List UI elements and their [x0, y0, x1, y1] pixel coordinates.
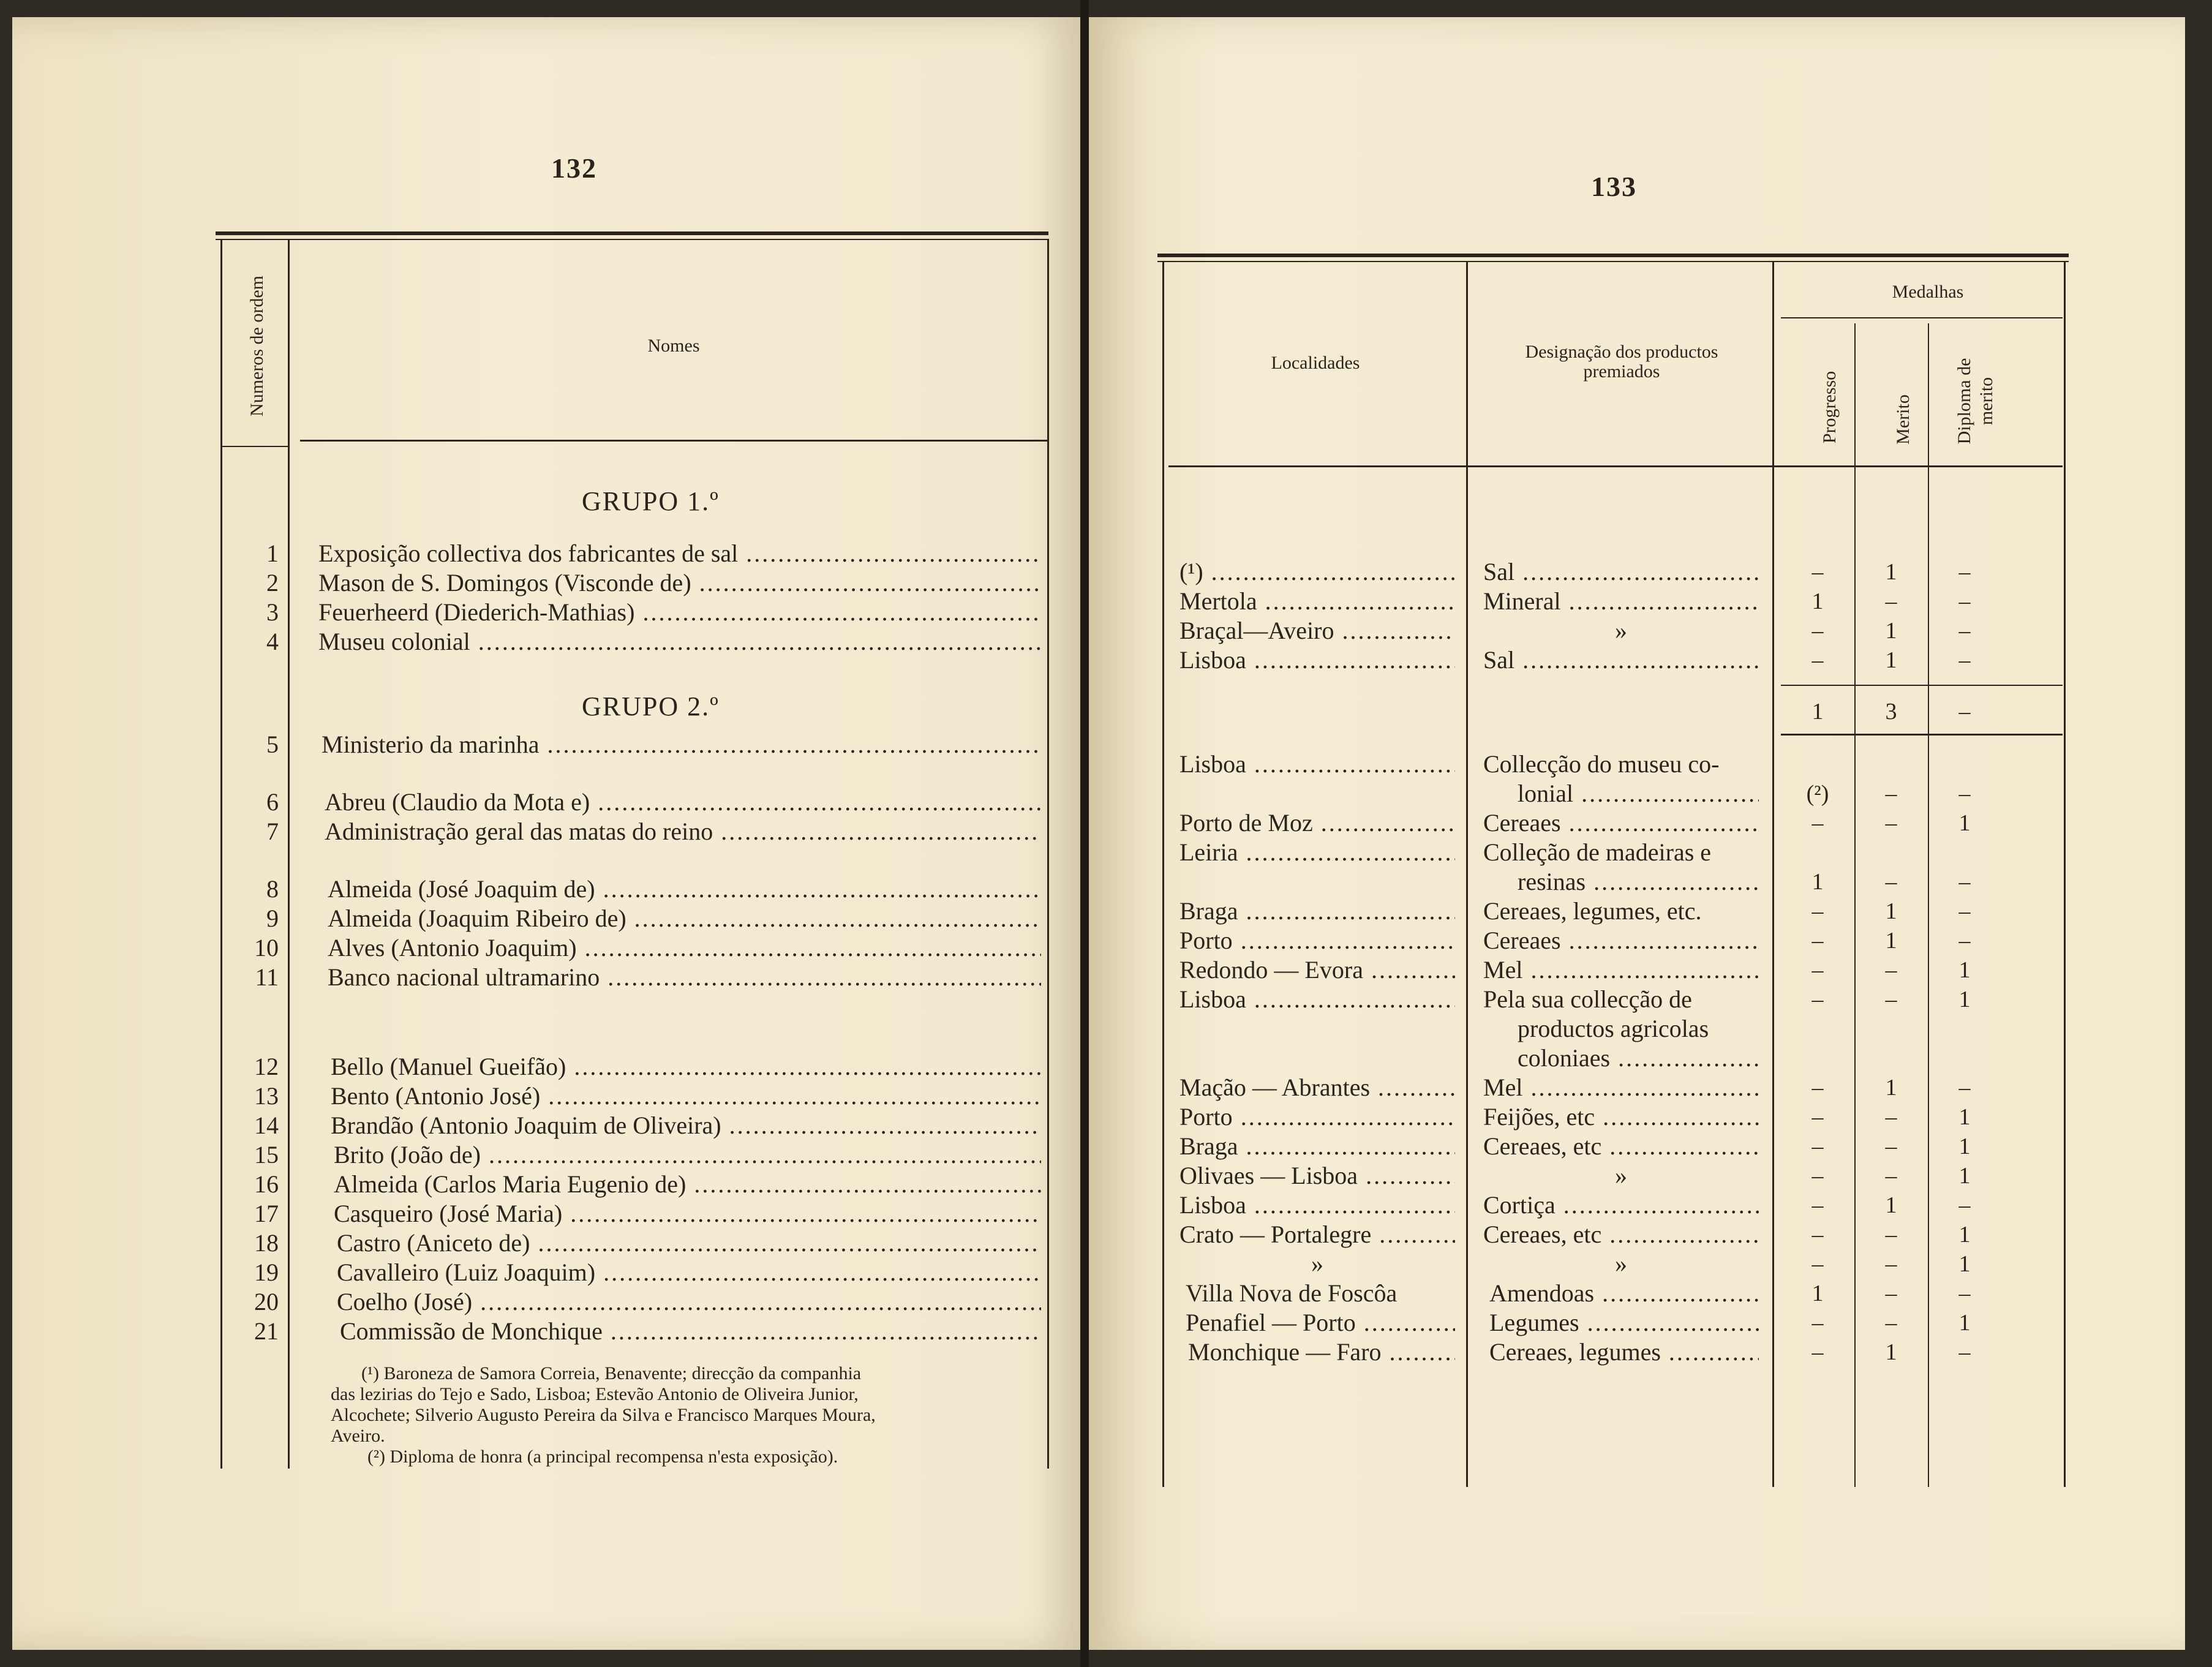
- mark-diploma: 1: [1958, 957, 1971, 983]
- group-2-title: GRUPO 2.º: [582, 691, 720, 721]
- product: »: [1615, 617, 1627, 644]
- mark-merito: 1: [1885, 1075, 1897, 1101]
- right-page: [1089, 17, 2185, 1650]
- header-designacao-line1: Designação dos productos: [1525, 342, 1718, 362]
- locality: Lisboa .....: [1179, 645, 1455, 675]
- entry-name: Cavalleiro (Luiz Joaquim) .....: [337, 1258, 1041, 1287]
- mark-progresso: –: [1811, 1192, 1824, 1218]
- entry-name: Almeida (Carlos Maria Eugenio de) .....: [334, 1170, 1041, 1199]
- header-localidades: Localidades: [1271, 353, 1360, 373]
- mark-progresso: –: [1811, 1163, 1824, 1189]
- footnote-line: das lezirias do Tejo e Sado, Lisboa; Estevão Antonio de Oliveira Junior,: [331, 1384, 859, 1404]
- subtotal-progresso: 1: [1811, 699, 1824, 724]
- mark-diploma: –: [1958, 589, 1971, 614]
- mark-merito: –: [1885, 987, 1897, 1012]
- mark-diploma: –: [1958, 647, 1971, 673]
- entry-number: 10: [254, 934, 279, 961]
- mark-diploma: –: [1958, 1075, 1971, 1101]
- localidades-divider: [1466, 262, 1468, 1487]
- mark-progresso: –: [1811, 928, 1824, 954]
- entry-number: 15: [254, 1141, 279, 1168]
- mark-diploma: –: [1958, 1339, 1971, 1365]
- product: Amendoas .....: [1489, 1279, 1759, 1308]
- mark-diploma: –: [1958, 1192, 1971, 1218]
- mark-merito: 1: [1885, 559, 1897, 585]
- mark-progresso: –: [1811, 1251, 1824, 1277]
- product: lonial .....: [1518, 779, 1759, 808]
- product: Colleção de madeiras e: [1483, 838, 1712, 866]
- mark-progresso: –: [1811, 618, 1824, 644]
- entry-name: Mason de S. Domingos (Visconde de) .....: [318, 568, 1041, 598]
- locality: Lisboa .....: [1179, 1191, 1455, 1220]
- entry-name: Brandão (Antonio Joaquim de Oliveira) .....: [331, 1111, 1041, 1140]
- table-right-border: [2064, 262, 2066, 1487]
- mark-merito: –: [1885, 1310, 1897, 1336]
- mark-merito: –: [1885, 589, 1897, 614]
- mark-progresso: –: [1811, 987, 1824, 1012]
- mark-merito: 1: [1885, 647, 1897, 673]
- entry-number: 7: [266, 818, 279, 845]
- mark-diploma: 1: [1958, 810, 1971, 836]
- mark-merito: –: [1885, 1104, 1897, 1130]
- mark-progresso: –: [1811, 957, 1824, 983]
- entry-number: 13: [254, 1082, 279, 1110]
- entry-name: Castro (Aniceto de) .....: [337, 1229, 1041, 1258]
- entry-number: 9: [266, 905, 279, 932]
- mark-merito: –: [1885, 1222, 1897, 1247]
- locality: Monchique — Faro .....: [1188, 1338, 1455, 1367]
- header-bottom-rule: [1168, 465, 2063, 467]
- entry-number: 1: [266, 540, 279, 567]
- merito-divider: [1928, 323, 1929, 1487]
- mark-progresso: –: [1811, 1310, 1824, 1336]
- table-top-rule: [1157, 254, 2069, 257]
- locality: Crato — Portalegre .....: [1179, 1220, 1455, 1249]
- entry-number: 16: [254, 1170, 279, 1198]
- footnote-line: (¹) Baroneza de Samora Correia, Benavente; direcção da companhia: [361, 1363, 862, 1383]
- mark-merito: 1: [1885, 1339, 1897, 1365]
- mark-diploma: 1: [1958, 1163, 1971, 1189]
- mark-merito: –: [1885, 810, 1897, 836]
- entry-number: 11: [255, 963, 279, 991]
- product: Collecção do museu co-: [1483, 750, 1720, 778]
- mark-merito: –: [1885, 1251, 1897, 1277]
- entry-name: Brito (João de) .....: [334, 1140, 1041, 1170]
- header-diploma-line2: merito: [1976, 377, 1996, 426]
- mark-progresso: –: [1811, 647, 1824, 673]
- entry-number: 17: [254, 1200, 279, 1227]
- page-number-left: 132: [551, 152, 597, 184]
- entry-name: Museu colonial .....: [318, 627, 1041, 657]
- entry-name: Bento (Antonio José) .....: [331, 1082, 1041, 1111]
- localidades-left-border: [1162, 262, 1164, 1487]
- entry-number: 14: [254, 1112, 279, 1139]
- product: Feijões, etc .....: [1483, 1102, 1759, 1132]
- mark-diploma: –: [1958, 898, 1971, 924]
- header-diploma-line1: Diploma de: [1954, 358, 1974, 445]
- footnote-line: Alcochete; Silverio Augusto Pereira da Silva e Francisco Marques Moura,: [331, 1405, 876, 1425]
- entry-name: Feuerheerd (Diederich-Mathias) .....: [318, 598, 1041, 627]
- table-right-border: [1047, 239, 1049, 1469]
- header-nomes: Nomes: [647, 336, 700, 356]
- locality: Porto .....: [1179, 926, 1455, 955]
- entry-name: Casqueiro (José Maria) .....: [334, 1199, 1041, 1229]
- locality: »: [1311, 1250, 1323, 1278]
- locality: Villa Nova de Foscôa: [1186, 1279, 1398, 1307]
- header-bottom-rule: [300, 440, 1047, 442]
- page-number-right: 133: [1591, 171, 1637, 202]
- mark-merito: –: [1885, 869, 1897, 895]
- footnote-line: (²) Diploma de honra (a principal recompensa n'esta exposição).: [367, 1447, 838, 1467]
- left-page: [12, 17, 1080, 1650]
- mark-progresso: 1: [1811, 589, 1824, 614]
- mark-progresso: –: [1811, 1075, 1824, 1101]
- mark-diploma: 1: [1958, 1222, 1971, 1247]
- product: coloniaes .....: [1518, 1044, 1759, 1073]
- product: Sal .....: [1483, 557, 1759, 587]
- entry-name: Almeida (José Joaquim de) .....: [328, 875, 1041, 904]
- locality: Porto de Moz .....: [1179, 808, 1455, 838]
- mark-diploma: –: [1958, 869, 1971, 895]
- mark-progresso: (²): [1806, 781, 1829, 807]
- locality: Mertola .....: [1179, 587, 1455, 616]
- product: Cereaes .....: [1483, 926, 1759, 955]
- product: Cereaes, legumes .....: [1489, 1338, 1759, 1367]
- mark-progresso: 1: [1811, 869, 1824, 895]
- table-left-border: [220, 239, 222, 1469]
- locality: Lisboa .....: [1179, 985, 1455, 1014]
- mark-merito: 1: [1885, 898, 1897, 924]
- product: Cereaes .....: [1483, 808, 1759, 838]
- locality: Leiria .....: [1179, 838, 1455, 867]
- subtotal-top-rule: [1781, 685, 2063, 686]
- progresso-divider: [1854, 323, 1856, 1487]
- entry-number: 5: [266, 731, 279, 758]
- entry-number: 3: [266, 598, 279, 626]
- subtotal-diploma: –: [1958, 699, 1971, 724]
- product: Legumes .....: [1489, 1308, 1759, 1338]
- locality: Redondo — Evora .....: [1179, 955, 1455, 985]
- table-top-rule: [216, 231, 1048, 235]
- entry-name: Coelho (José) .....: [337, 1287, 1041, 1317]
- locality: Braga .....: [1179, 897, 1455, 926]
- locality: Porto .....: [1179, 1102, 1455, 1132]
- mark-progresso: 1: [1811, 1281, 1824, 1306]
- entry-number: 21: [254, 1317, 279, 1345]
- mark-diploma: –: [1958, 781, 1971, 807]
- mark-diploma: 1: [1958, 1104, 1971, 1130]
- mark-merito: –: [1885, 1163, 1897, 1189]
- medalhas-underline: [1781, 317, 2063, 318]
- header-designacao-line2: premiados: [1583, 361, 1660, 382]
- entry-number: 8: [266, 875, 279, 903]
- subtotal-bottom-rule: [1781, 734, 2063, 736]
- entry-name: Banco nacional ultramarino .....: [328, 963, 1041, 992]
- locality: Mação — Abrantes .....: [1179, 1073, 1455, 1102]
- product: Cereaes, legumes, etc.: [1483, 897, 1702, 925]
- product: Mel .....: [1483, 1073, 1759, 1102]
- mark-progresso: –: [1811, 559, 1824, 585]
- entry-number: 20: [254, 1288, 279, 1315]
- mark-merito: 1: [1885, 618, 1897, 644]
- product: Cortiça .....: [1483, 1191, 1759, 1220]
- mark-diploma: –: [1958, 559, 1971, 585]
- mark-diploma: –: [1958, 928, 1971, 954]
- entry-name: Almeida (Joaquim Ribeiro de) .....: [328, 904, 1041, 933]
- mark-progresso: –: [1811, 1104, 1824, 1130]
- mark-merito: 1: [1885, 928, 1897, 954]
- group-1-title: GRUPO 1.º: [582, 486, 720, 516]
- entry-number: 2: [266, 569, 279, 596]
- mark-progresso: –: [1811, 1134, 1824, 1159]
- locality: Penafiel — Porto .....: [1186, 1308, 1455, 1338]
- mark-merito: –: [1885, 1134, 1897, 1159]
- mark-diploma: 1: [1958, 1134, 1971, 1159]
- entry-name: Administração geral das matas do reino .....: [325, 817, 1041, 846]
- entry-name: Commissão de Monchique .....: [340, 1317, 1041, 1346]
- product: resinas .....: [1518, 867, 1759, 897]
- book-spine: [1080, 0, 1089, 1667]
- entry-number: 4: [266, 628, 279, 655]
- product: Mineral .....: [1483, 587, 1759, 616]
- product: Cereaes, etc .....: [1483, 1132, 1759, 1161]
- product: Pela sua collecção de: [1483, 985, 1692, 1013]
- entry-number: 19: [254, 1259, 279, 1286]
- product: »: [1615, 1162, 1627, 1189]
- entry-name: Alves (Antonio Joaquim) .....: [328, 933, 1041, 963]
- mark-diploma: –: [1958, 618, 1971, 644]
- product: Cereaes, etc .....: [1483, 1220, 1759, 1249]
- product: productos agricolas: [1518, 1015, 1709, 1042]
- footnote-line: Aveiro.: [331, 1426, 385, 1446]
- mark-progresso: –: [1811, 810, 1824, 836]
- entry-number: 12: [254, 1053, 279, 1080]
- header-medalhas: Medalhas: [1892, 282, 1964, 302]
- locality: Braçal—Aveiro .....: [1179, 616, 1455, 645]
- locality: (¹) .....: [1179, 557, 1455, 587]
- table-top-rule-thin: [1157, 261, 2069, 262]
- mark-progresso: –: [1811, 1339, 1824, 1365]
- product: Sal .....: [1483, 645, 1759, 675]
- table-top-rule-thin: [216, 239, 1048, 240]
- entry-name: Abreu (Claudio da Mota e) .....: [325, 788, 1041, 817]
- locality: Lisboa .....: [1179, 750, 1455, 779]
- designacao-divider: [1772, 262, 1774, 1487]
- mark-merito: 1: [1885, 1192, 1897, 1218]
- mark-diploma: 1: [1958, 1310, 1971, 1336]
- mark-diploma: 1: [1958, 987, 1971, 1012]
- subtotal-merito: 3: [1885, 699, 1897, 724]
- number-column-divider: [288, 239, 290, 1469]
- entry-name: Ministerio da marinha .....: [322, 730, 1041, 759]
- entry-number: 18: [254, 1229, 279, 1257]
- product: »: [1615, 1250, 1627, 1278]
- mark-progresso: –: [1811, 1222, 1824, 1247]
- header-bottom-rule-num: [220, 446, 288, 447]
- product: Mel .....: [1483, 955, 1759, 985]
- header-numeros-de-ordem: Numeros de ordem: [247, 276, 267, 416]
- mark-merito: –: [1885, 781, 1897, 807]
- locality: Braga .....: [1179, 1132, 1455, 1161]
- entry-name: Exposição collectiva dos fabricantes de sal .....: [318, 539, 1041, 568]
- mark-diploma: 1: [1958, 1251, 1971, 1277]
- header-merito: Merito: [1893, 394, 1913, 445]
- mark-progresso: –: [1811, 898, 1824, 924]
- entry-name: Bello (Manuel Gueifão) .....: [331, 1052, 1041, 1082]
- mark-merito: –: [1885, 1281, 1897, 1306]
- entry-number: 6: [266, 788, 279, 816]
- locality: Olivaes — Lisboa .....: [1179, 1161, 1455, 1191]
- header-progresso: Progresso: [1819, 371, 1840, 444]
- mark-merito: –: [1885, 957, 1897, 983]
- mark-diploma: –: [1958, 1281, 1971, 1306]
